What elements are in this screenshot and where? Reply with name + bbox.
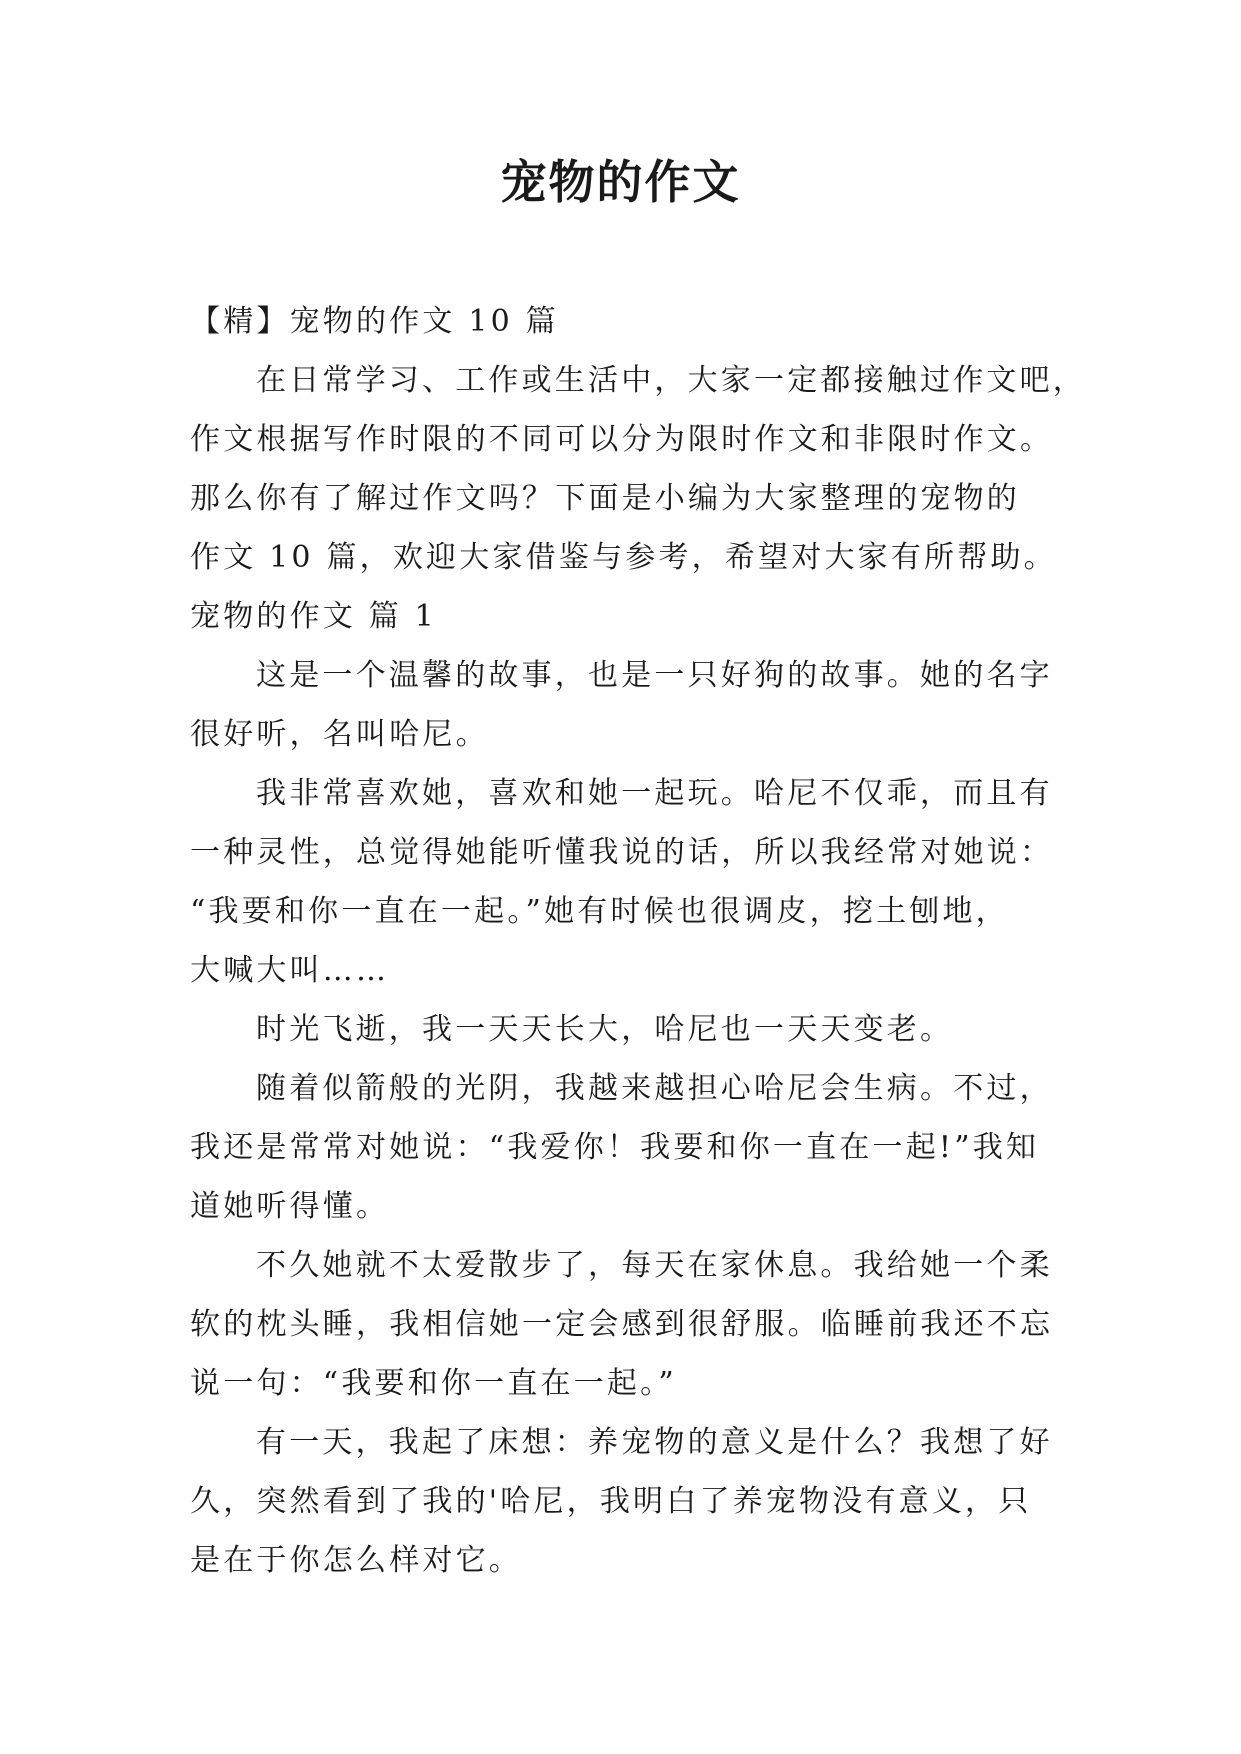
text-line: 大喊大叫…… <box>190 953 390 988</box>
text-line: 不久她就不太爱散步了，每天在家休息。我给她一个柔 <box>256 1248 1053 1283</box>
text-line: 【精】宠物的作文 10 篇 <box>190 304 559 339</box>
text-line: 作文 10 篇，欢迎大家借鉴与参考，希望对大家有所帮助。 <box>190 540 1057 575</box>
document-title: 宠物的作文 <box>500 155 741 209</box>
text-line: 有一天，我起了床想：养宠物的意义是什么？我想了好 <box>256 1425 1053 1460</box>
text-line: 是在于你怎么样对它。 <box>190 1543 522 1578</box>
text-line: 一种灵性，总觉得她能听懂我说的话，所以我经常对她说： <box>190 835 1054 870</box>
text-line: 作文根据写作时限的不同可以分为限时作文和非限时作文。 <box>190 422 1054 457</box>
text-line: 时光飞逝，我一天天长大，哈尼也一天天变老。 <box>256 1012 954 1047</box>
text-line: 在日常学习、工作或生活中，大家一定都接触过作文吧， <box>256 363 1086 398</box>
text-line: 我还是常常对她说：“我爱你！我要和你一直在一起!”我知 <box>190 1130 1040 1165</box>
text-line: 这是一个温馨的故事，也是一只好狗的故事。她的名字 <box>256 658 1053 693</box>
text-line: 随着似箭般的光阴，我越来越担心哈尼会生病。不过， <box>256 1071 1053 1106</box>
text-line: 很好听，名叫哈尼。 <box>190 717 489 752</box>
text-line: 软的枕头睡，我相信她一定会感到很舒服。临睡前我还不忘 <box>190 1307 1054 1342</box>
text-line: 说一句：“我要和你一直在一起。” <box>190 1366 677 1401</box>
text-line: 那么你有了解过作文吗？下面是小编为大家整理的宠物的 <box>190 481 1020 516</box>
text-line: 道她听得懂。 <box>190 1189 390 1224</box>
text-line: 久，突然看到了我的'哈尼，我明白了养宠物没有意义，只 <box>190 1484 1032 1519</box>
text-line: 我非常喜欢她，喜欢和她一起玩。哈尼不仅乖，而且有 <box>256 776 1053 811</box>
text-line: 宠物的作文 篇 1 <box>190 599 437 634</box>
document-body <box>190 292 1086 1590</box>
text-line: “我要和你一直在一起。”她有时候也很调皮，挖土刨地， <box>190 894 1009 929</box>
